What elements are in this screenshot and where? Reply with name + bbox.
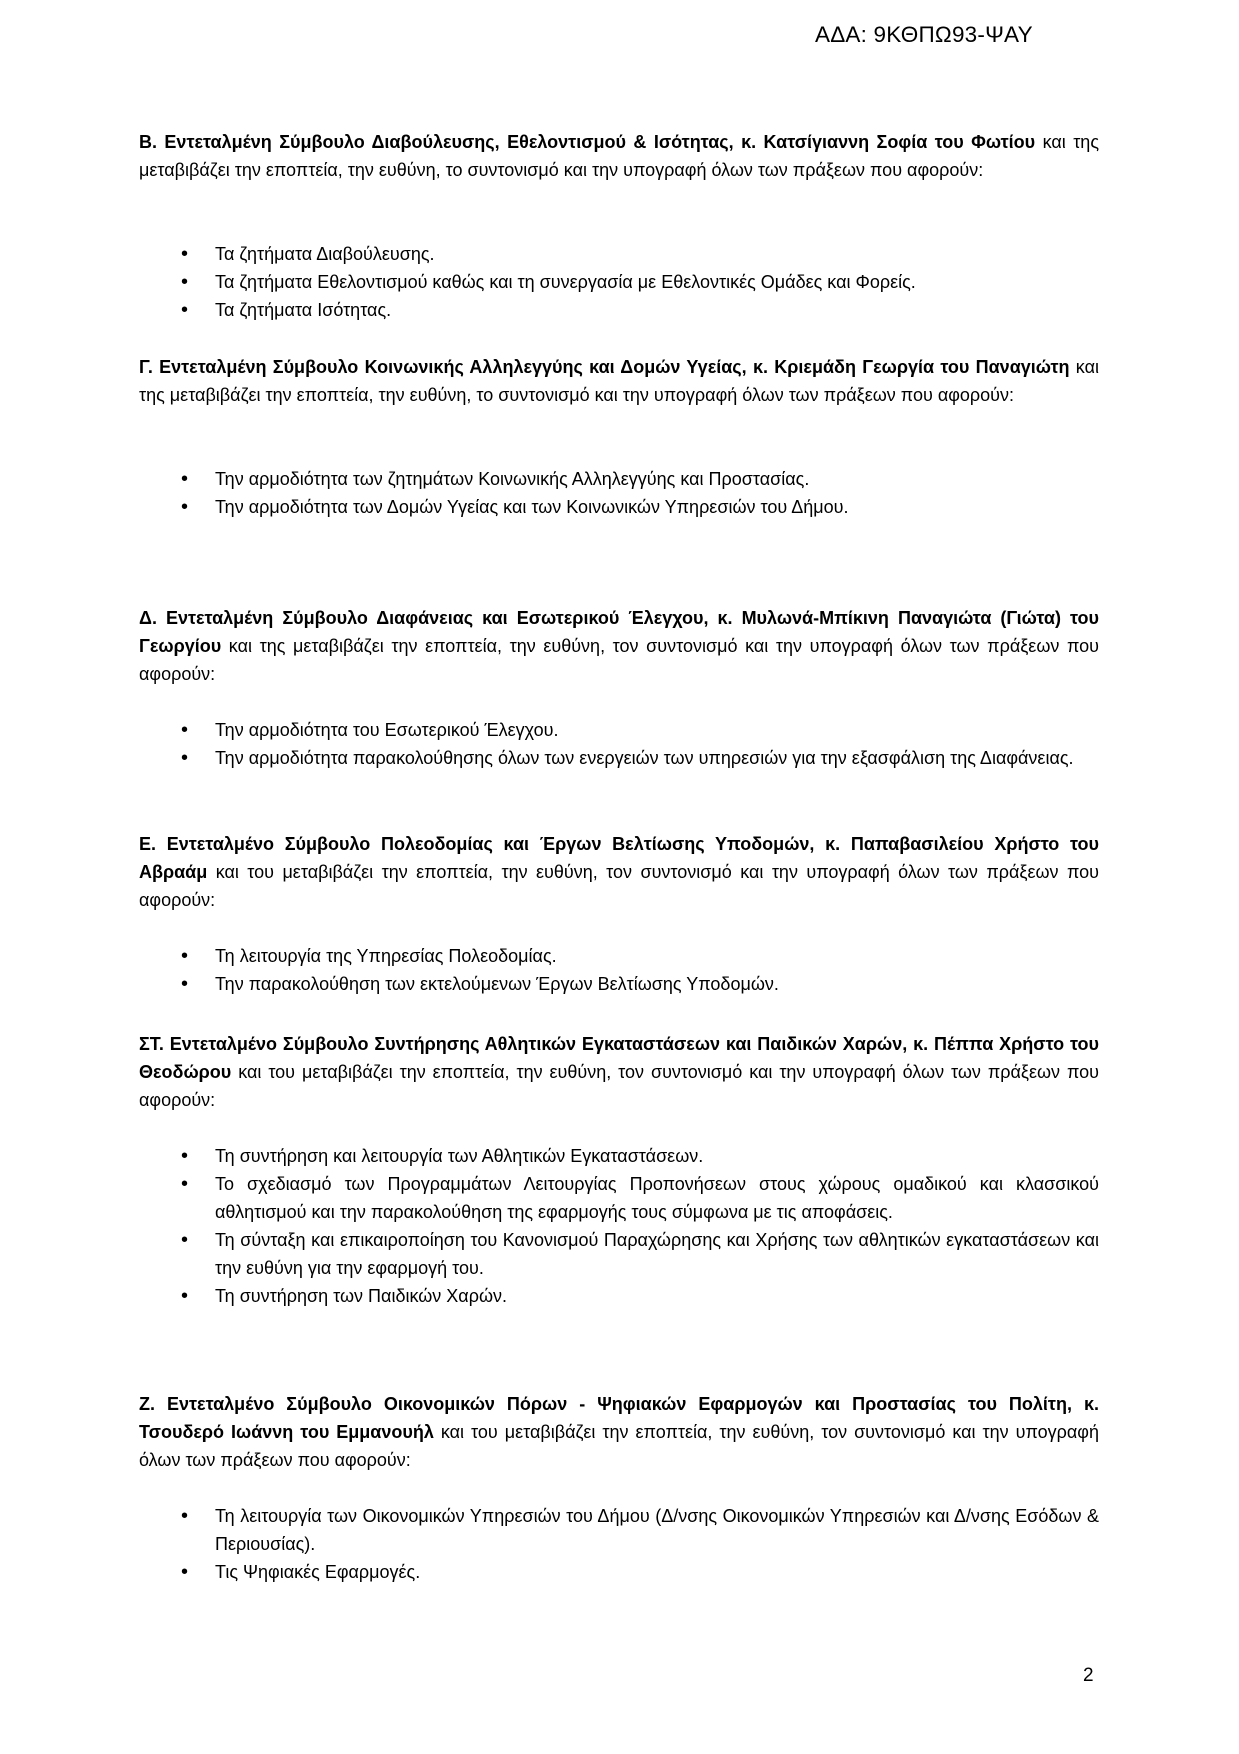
section-d-text: και της μεταβιβάζει την εποπτεία, την ευθύνη, τον συντονισμό και την υπογραφή όλων των πράξεων που αφορούν: (139, 636, 1099, 684)
section-d-list (181, 716, 1099, 772)
section-z-list (181, 1502, 1099, 1586)
section-b-text: και της μεταβιβάζει την εποπτεία, την ευθύνη, το συντονισμό και την υπογραφή όλων των πράξεων που αφορούν: (139, 132, 1099, 180)
list-item: • Την αρμοδιότητα παρακολούθησης όλων των ενεργειών των υπηρεσιών για την εξασφάλιση της Διαφάνειας. (181, 744, 1095, 772)
page-number: 2 (1083, 1665, 1094, 1686)
section-e-text: και του μεταβιβάζει την εποπτεία, την ευθύνη, τον συντονισμό και την υπογραφή όλων των πράξεων που αφορούν: (139, 862, 1099, 910)
section-st-list (181, 1142, 1099, 1310)
section-z-text: και του μεταβιβάζει την εποπτεία, την ευθύνη, τον συντονισμό και την υπογραφή όλων των πράξεων που αφορούν: (139, 1422, 1099, 1470)
section-e-title: Ε. Εντεταλμένο Σύμβουλο Πολεοδομίας και Έργων Βελτίωσης Υποδομών, κ. Παπαβασιλείου Χρήστο του Αβραάμ (139, 834, 1099, 882)
section-st-title: ΣΤ. Εντεταλμένο Σύμβουλο Συντήρησης Αθλητικών Εγκαταστάσεων και Παιδικών Χαρών, κ. Πέππα Χρήστο του Θεοδώρου (139, 1034, 1099, 1082)
list-item: • Τα ζητήματα Διαβούλευσης. (181, 240, 1099, 268)
section-e-paragraph (139, 830, 1099, 914)
list-item: • Τη συντήρηση και λειτουργία των Αθλητικών Εγκαταστάσεων. (181, 1142, 1099, 1170)
section-c-paragraph (139, 353, 1099, 409)
section-b-title: Β. Εντεταλμένη Σύμβουλο Διαβούλευσης, Εθελοντισμού & Ισότητας, κ. Κατσίγιαννη Σοφία του Φωτίου (139, 132, 1036, 152)
list-item: • Τα ζητήματα Ισότητας. (181, 296, 1099, 324)
section-d-paragraph (139, 604, 1099, 688)
list-item: • Την παρακολούθηση των εκτελούμενων Έργων Βελτίωσης Υποδομών. (181, 970, 1099, 998)
section-b-paragraph (139, 128, 1099, 184)
list-item: • Τη συντήρηση των Παιδικών Χαρών. (181, 1282, 1099, 1310)
list-item: • Τη σύνταξη και επικαιροποίηση του Κανονισμού Παραχώρησης και Χρήσης των αθλητικών εγκαταστάσεων και την ευθύνη για την εφαρμογή του. (181, 1226, 1099, 1282)
section-b-list (181, 240, 1099, 324)
list-item: • Την αρμοδιότητα του Εσωτερικού Έλεγχου. (181, 716, 1099, 744)
section-c-title: Γ. Εντεταλμένη Σύμβουλο Κοινωνικής Αλληλεγγύης και Δομών Υγείας, κ. Κριεμάδη Γεωργία του Παναγιώτη (139, 357, 1070, 377)
list-item: • Την αρμοδιότητα των Δομών Υγείας και των Κοινωνικών Υπηρεσιών του Δήμου. (181, 493, 1099, 521)
list-item: • Το σχεδιασμό των Προγραμμάτων Λειτουργίας Προπονήσεων στους χώρους ομαδικού και κλασσικού αθλητισμού και την παρακολούθηση της εφαρμογής τους σύμφωνα με τις αποφάσεις. (181, 1170, 1099, 1226)
section-z-title: Ζ. Εντεταλμένο Σύμβουλο Οικονομικών Πόρων - Ψηφιακών Εφαρμογών και Προστασίας του Πολίτη, κ. Τσουδερό Ιωάννη του Εμμανουήλ (139, 1394, 1099, 1442)
list-item: • Τη λειτουργία των Οικονομικών Υπηρεσιών του Δήμου (Δ/νσης Οικονομικών Υπηρεσιών και Δ/νσης Εσόδων & Περιουσίας). (181, 1502, 1099, 1558)
ada-code: ΑΔΑ: 9ΚΘΠΩ93-ΨΑΥ (815, 22, 1033, 47)
list-item: • Τη λειτουργία της Υπηρεσίας Πολεοδομίας. (181, 942, 1099, 970)
list-item: • Τα ζητήματα Εθελοντισμού καθώς και τη συνεργασία με Εθελοντικές Ομάδες και Φορείς. (181, 268, 1099, 296)
section-e-list (181, 942, 1099, 998)
section-z-paragraph (139, 1390, 1099, 1474)
section-c-text: και της μεταβιβάζει την εποπτεία, την ευθύνη, το συντονισμό και την υπογραφή όλων των πράξεων που αφορούν: (139, 357, 1099, 405)
list-item: • Τις Ψηφιακές Εφαρμογές. (181, 1558, 1099, 1586)
section-st-paragraph (139, 1030, 1099, 1114)
section-d-title: Δ. Εντεταλμένη Σύμβουλο Διαφάνειας και Εσωτερικού Έλεγχου, κ. Μυλωνά-Μπίκινη Παναγιώτα (Γιώτα) του Γεωργίου (139, 608, 1099, 656)
section-st-text: και του μεταβιβάζει την εποπτεία, την ευθύνη, τον συντονισμό και την υπογραφή όλων των πράξεων που αφορούν: (139, 1062, 1099, 1110)
section-c-list (181, 465, 1099, 521)
list-item: • Την αρμοδιότητα των ζητημάτων Κοινωνικής Αλληλεγγύης και Προστασίας. (181, 465, 1099, 493)
